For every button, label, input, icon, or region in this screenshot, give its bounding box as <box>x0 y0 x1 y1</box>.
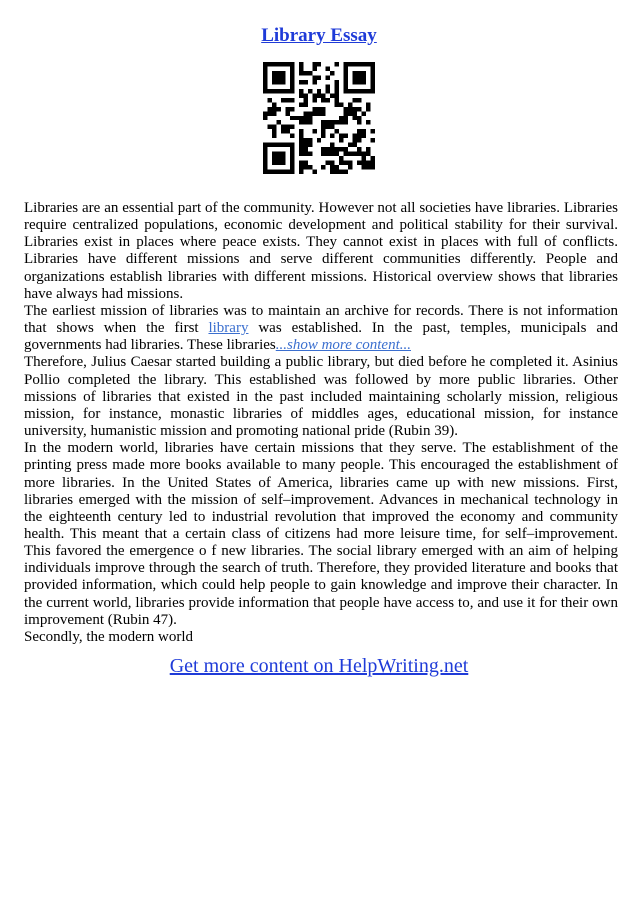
page-title <box>0 24 638 48</box>
qr-code-graphic <box>263 62 375 174</box>
paragraph-1: Libraries are an essential part of the community. However not all societies have libraries. Libraries require centralized populations, economic development and political stability for their survival. Libraries exist in places where peace exists. They cannot exist in places with full of conflicts. Libraries have different missions and serve different communities differently. People and organizations establish libraries with different missions. Historical overview shows that libraries have always had missions. <box>24 200 618 302</box>
footer-cta <box>0 654 638 678</box>
title-link[interactable]: Library Essay <box>261 25 377 46</box>
paragraph-3: Therefore, Julius Caesar started building a public library, but died before he completed it. Asinius Pollio completed the library. This established was followed by more public libraries. Other missions of libraries that existed in the past included maintaining scholarly mission, religious mission, for instance, monastic libraries of middles ages, educational mission, for instance university, humanistic mission and promoting national pride (Rubin 39). <box>24 354 618 440</box>
show-more-link[interactable]: ...show more content... <box>275 337 411 354</box>
paragraph-2-text-a: The earliest mission of libraries was to maintain an archive for records. There is not information that shows when the first <box>24 302 618 337</box>
qr-code-icon <box>263 62 375 174</box>
paragraph-2-text-b: was established. In the past, temples, municipals and governments had libraries. These libraries <box>24 320 618 354</box>
paragraph-2 <box>24 303 618 354</box>
paragraph-4: In the modern world, libraries have certain missions that they serve. The establishment of the printing press made more books available to many people. This encouraged the establishment of more libraries. In the United States of America, libraries came up with new missions. First, libraries emerged with the mission of self–improvement. Advances in mechanical technology in the eighteenth century led to industrial revolution that improved the economy and community health. This meant that a certain class of citizens had more leisure time, for self–improvement. This favored the emergence o f new libraries. The social library emerged with an aim of helping individuals improve through the search of truth. Therefore, they provided literature and books that provided information, which could help people to gain knowledge and improve their character. In the current world, libraries provide information that people have access to, and use it for their own improvement (Rubin 47). <box>24 440 618 628</box>
get-more-content-link[interactable]: Get more content on HelpWriting.net <box>169 655 469 677</box>
library-link[interactable]: library <box>208 320 249 337</box>
paragraph-5: Secondly, the modern world <box>24 628 193 645</box>
essay-body <box>24 200 618 646</box>
